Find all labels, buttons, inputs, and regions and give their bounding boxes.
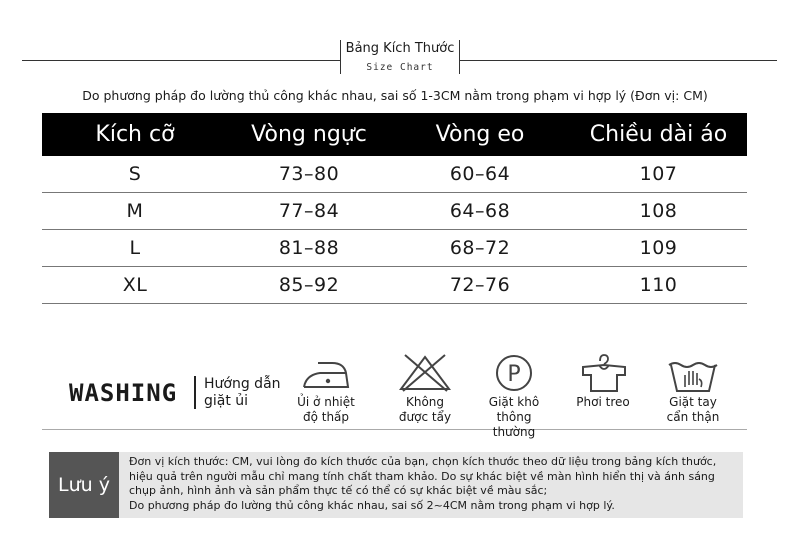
notes-line: chụp ảnh, hình ảnh và sản phẩm thực tế có thể có sự khác biệt về màu sắc; bbox=[129, 484, 548, 497]
table-cell: 85–92 bbox=[278, 274, 340, 296]
care-label: Giặt tay bbox=[669, 395, 717, 409]
table-cell: XL bbox=[122, 274, 148, 296]
table-cell: 73–80 bbox=[278, 163, 340, 185]
table-cell: 110 bbox=[639, 274, 678, 296]
header-subtitle: Size Chart bbox=[366, 62, 434, 73]
table-cell: S bbox=[128, 163, 142, 185]
care-label: cẩn thận bbox=[666, 410, 720, 424]
care-label: được tẩy bbox=[398, 410, 452, 424]
column-header-chest: Vòng ngực bbox=[251, 122, 367, 147]
table-header bbox=[42, 113, 747, 156]
washing-section bbox=[42, 343, 747, 439]
header-title-block bbox=[340, 40, 460, 73]
header-title: Bảng Kích Thước bbox=[345, 41, 455, 56]
table-cell: 77–84 bbox=[278, 200, 340, 222]
table-row bbox=[42, 193, 747, 230]
table-cell: 68–72 bbox=[449, 237, 511, 259]
table-row bbox=[42, 156, 747, 193]
dry-clean-letter: P bbox=[507, 362, 521, 387]
header-line-right bbox=[460, 60, 777, 61]
column-header-length: Chiều dài áo bbox=[589, 122, 728, 147]
washing-subtitle-line2: giặt ủi bbox=[204, 393, 249, 409]
table-cell: 107 bbox=[639, 163, 678, 185]
care-item-dry-clean bbox=[474, 351, 554, 440]
care-label: thông thường bbox=[492, 410, 536, 439]
notes-line: Đơn vị kích thước: CM, vui lòng đo kích thước của bạn, chọn kích thước theo dữ liệu trong bảng kích thước, bbox=[129, 455, 717, 468]
washing-title: WASHING bbox=[69, 379, 178, 407]
table-row bbox=[42, 230, 747, 267]
washing-subtitle-line1: Hướng dẫn bbox=[204, 376, 281, 392]
notes-label: Lưu ý bbox=[49, 452, 119, 518]
table-cell: L bbox=[129, 237, 141, 259]
hand-wash-icon bbox=[665, 351, 721, 393]
table-cell: 108 bbox=[639, 200, 678, 222]
no-bleach-icon bbox=[397, 351, 453, 393]
care-label: Ủi ở nhiệt bbox=[297, 395, 355, 409]
table-cell: 72–76 bbox=[449, 274, 511, 296]
column-header-waist: Vòng eo bbox=[435, 122, 525, 147]
table-cell: 81–88 bbox=[278, 237, 340, 259]
washing-subtitle bbox=[204, 376, 281, 410]
care-item-iron bbox=[286, 351, 366, 425]
notes-section bbox=[49, 452, 743, 518]
header-line-left bbox=[22, 60, 340, 61]
table-cell: M bbox=[126, 200, 144, 222]
table-cell: 60–64 bbox=[449, 163, 511, 185]
notes-text-box bbox=[119, 452, 743, 518]
size-table bbox=[42, 113, 747, 304]
column-header-size: Kích cỡ bbox=[95, 122, 175, 147]
care-item-hang-dry bbox=[563, 351, 643, 410]
washing-divider bbox=[194, 376, 196, 409]
care-label: Giặt khô bbox=[488, 395, 540, 409]
top-note: Do phương pháp đo lường thủ công khác nhau, sai số 1-3CM nằm trong phạm vi hợp lý (Đơn vị: CM) bbox=[82, 88, 708, 103]
care-item-hand-wash bbox=[653, 351, 733, 425]
dry-clean-icon bbox=[486, 351, 542, 393]
care-label: Không bbox=[405, 395, 445, 409]
table-row bbox=[42, 267, 747, 304]
hang-dry-icon bbox=[575, 351, 631, 393]
table-cell: 109 bbox=[639, 237, 678, 259]
notes-line: Do phương pháp đo lường thủ công khác nhau, sai số 2~4CM nằm trong phạm vi hợp lý. bbox=[129, 498, 615, 512]
care-label: Phơi treo bbox=[576, 395, 630, 409]
notes-line: hiệu quả trên người mẫu chỉ mang tính chất tham khảo. Do sự khác biệt về màn hình hiển thị và ánh sáng bbox=[129, 469, 715, 483]
care-item-no-bleach bbox=[385, 351, 465, 425]
iron-low-heat-icon bbox=[298, 351, 354, 393]
care-label: độ thấp bbox=[302, 410, 350, 424]
table-cell: 64–68 bbox=[449, 200, 511, 222]
